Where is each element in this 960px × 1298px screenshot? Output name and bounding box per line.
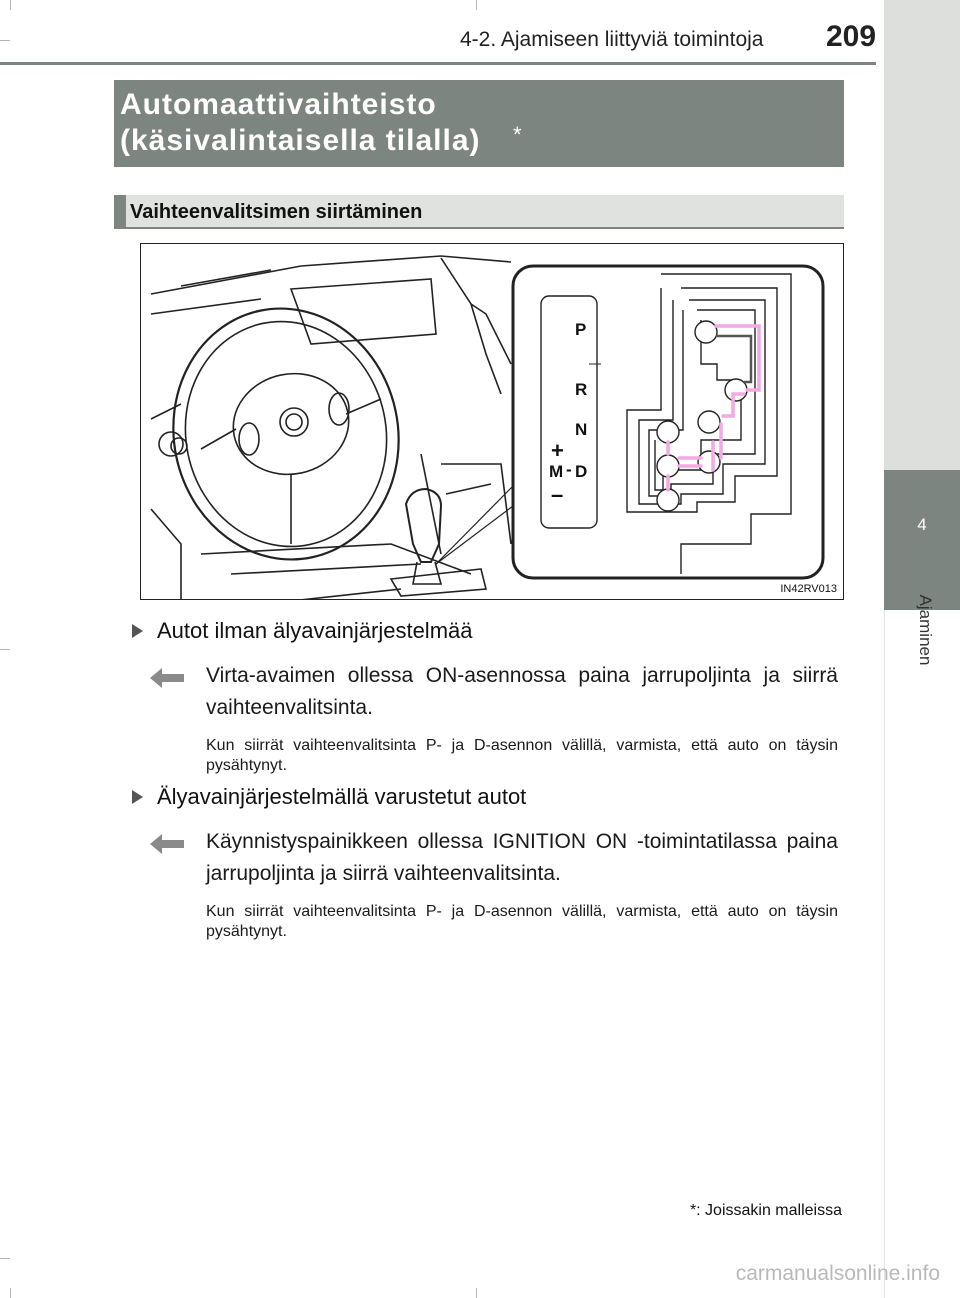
shift-lever-illustration <box>140 243 844 600</box>
bullet-heading-2-text: Älyavainjärjestelmällä varustetut autot <box>157 784 527 809</box>
crop-mark <box>10 1288 11 1298</box>
header-rule <box>0 62 876 65</box>
asterisk-marker: * <box>513 122 522 147</box>
gear-label-d: D <box>575 462 588 481</box>
crop-mark <box>476 0 477 10</box>
arrow-left-icon <box>150 834 184 854</box>
note-2: Kun siirrät vaihteenvalitsinta P- ja D-asennon välillä, varmista, että auto on täysin pysähtynyt. <box>206 903 838 940</box>
gear-label-r: R <box>575 380 588 399</box>
gear-label-p: P <box>575 320 587 339</box>
triangle-bullet-icon <box>132 624 143 638</box>
side-tab-background <box>884 0 960 470</box>
page-title-line-1: Automaattivaihteisto <box>120 88 437 121</box>
chapter-label: Ajaminen <box>916 594 935 666</box>
footnote: *: Joissakin malleissa <box>689 1202 842 1219</box>
note-1: Kun siirrät vaihteenvalitsinta P- ja D-asennon välillä, varmista, että auto on täysin pysähtynyt. <box>206 737 838 774</box>
bullet-heading-1 <box>132 618 473 644</box>
page-number: 209 <box>826 20 877 53</box>
crop-mark <box>476 1288 477 1298</box>
gear-label-plus: + <box>551 438 564 463</box>
gear-label-dash: - <box>566 460 572 479</box>
page-title-line-2: (käsivalintaisella tilalla) <box>120 124 481 157</box>
triangle-bullet-icon <box>132 790 143 804</box>
side-tab-lower <box>884 610 960 1298</box>
bullet-heading-2 <box>132 784 526 810</box>
gear-label-m: M <box>549 462 564 481</box>
gear-label-minus: – <box>551 482 564 507</box>
running-header: 4-2. Ajamiseen liittyviä toimintoja <box>460 28 764 51</box>
bullet-heading-1-text: Autot ilman älyavainjärjestelmää <box>157 618 473 643</box>
arrow-left-icon <box>150 668 184 688</box>
watermark: carmanualsonline.info <box>735 1262 940 1285</box>
section-subtitle: Vaihteenvalitsimen siirtäminen <box>130 201 423 223</box>
instruction-2: Käynnistyspainikkeen ollessa IGNITION ON -toimintatilassa paina jarrupoljinta ja siirrä vaihteenvalitsinta. <box>206 830 838 885</box>
crop-mark <box>0 40 10 41</box>
crop-mark <box>0 649 10 650</box>
figure-code: IN42RV013 <box>780 583 837 595</box>
crop-mark <box>10 0 11 10</box>
chapter-number: 4 <box>917 515 927 534</box>
crop-mark <box>0 1258 10 1259</box>
dashboard-drawing <box>141 244 844 600</box>
instruction-1: Virta-avaimen ollessa ON-asennossa paina jarrupoljinta ja siirrä vaihteenvalitsinta. <box>206 664 838 719</box>
gear-label-n: N <box>575 420 588 439</box>
